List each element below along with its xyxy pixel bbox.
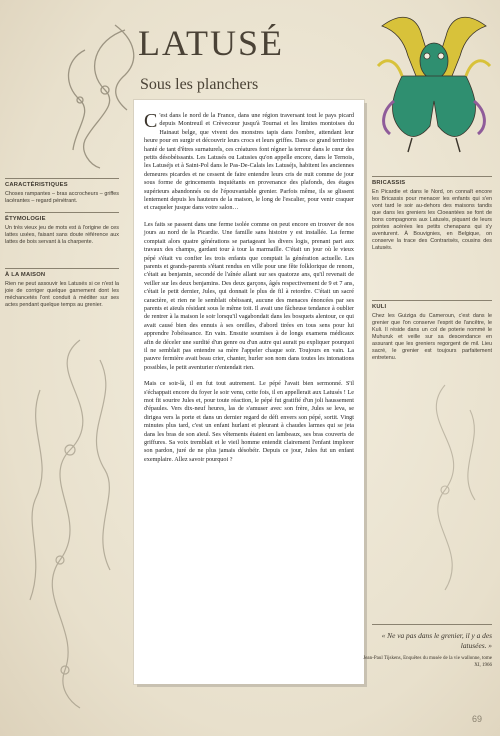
sidebar-text: En Picardie et dans le Nord, on connaît encore les Bricassis pour menacer les enfants qui s'en vont tard le soir au-dehors des maisons tandis que dans les greniers les Cloeantées se font de bons compagnons aux Latusés, piquant de leurs pointes acérées les petits chenapans qui s'y aventurent. À Bouvignies, en Belgique, on conserve la trace des Contrarisés, cousins des Latusés. (372, 189, 492, 251)
swirl-ornament-right (400, 380, 490, 610)
sidebar-text: Chez les Guiziga du Cameroun, c'est dans le grenier que l'on conserve l'esprit de l'ancêtre, le Kuli. Il réside dans un col de poterie nommé le Muhuruk et veille sur sa descendance en assurant que les greniers regorgent de mil. Lieu sacré, le grenier est toujours parfaitement entretenu. (372, 313, 492, 361)
sidebar-heading: KULI (372, 300, 492, 311)
sidebar-bricassis (372, 176, 492, 252)
page-subtitle: Sous les planchers (140, 76, 259, 93)
epigraph-quote: « Ne va pas dans le grenier, il y a des latusées. » (372, 624, 492, 650)
swirl-ornament-bottom-left (20, 330, 130, 710)
page-number: 69 (472, 714, 483, 724)
sidebar-etymologie (5, 212, 119, 246)
sidebar-kuli (372, 300, 492, 362)
creature-illustration (372, 6, 496, 156)
sidebar-a-la-maison (5, 268, 119, 309)
article-paragraph-3: Mais ce soir-là, il en fut tout autrement. Le pépé l'avait bien sermonné. S'il s'échappait encore du foyer le soir venu, cette fois, il en appellerait aux Latusés ! Le mot fit sourire Jules et, pour toute réaction, le pépé fut gratifié d'un joli haussement d'épaules. Vers dix-neuf heures, las de s'amuser avec son frère, Jules se leva, se dirigea vers la porte et dans un dernier regard de défi envers son pépé, sortit. Vingt minutes plus tard, c'est un enfant hurlant et pleurant à chaudes larmes qui se jeta dans les bras de son aïeul. Ses vêtements étaient en lambeaux, ses bras couverts de griffures. Sa voix tremblait et le vieil homme entendit clairement l'enfant implorer son pardon, juré de ne plus jamais désobéir. Depuis ce jour, Jules fut un enfant exemplaire. Allez savoir pourquoi ? (144, 380, 354, 463)
sidebar-caracteristiques (5, 178, 119, 205)
article-paragraph-2: Les faits se passent dans une ferme isolée comme on peut encore en trouver de nos jours au nord de la Picardie. Une famille sans histoire y est installée. La ferme comptait alors quatre générations se partageant les divers logis, prenant part aux travaux des champs, gardant tour à tour la marmaille. C'était un jour où le vieux pépé s'était vu confier les trois enfants que comptait la génération actuelle. Les parents et grands-parents s'étant rendus en ville pour une fête folklorique de renom, c'était au benjamin, secondé de l'aînée allant sur ses quatorze ans, qu'il revenait de veiller sur les deux benjamins. Des deux garçons, âgés respectivement de 9 et 7 ans, c'était le petit dernier, Jules, qui donnait le plus de fil à retordre. C'était un sacré caractère, et rien ne le semblait obéissant, aucune des menaces énoncées par ses parents et aïeuls résidant sous le même toit. Il avait une fâcheuse tendance à oublier de rentrer à la maison le soir lorsqu'il vagabondait dans les bosquets alentour, ce qui avait causé bien des ennuis à ses oreilles, d'abord tirées en tous sens pour lui apprendre l'obéissance. En vain. Ensuite soumises à de longs examens médicaux afin de déceler une surdité d'un genre ou d'un autre qui aurait pu expliquer pourquoi il ne semblait pas entendre sa mère l'appeler chaque soir. Toujours en vain. La pauvre fermière avait beau crier, chanter, hurler son nom dans toutes les intonations possibles, le petit aventurier n'entendait rien. (144, 220, 354, 371)
epigraph-source: Jean-Paul Tijskens, Enquêtes du musée de la vie wallonne, tome XI, 1966 (363, 656, 492, 668)
sidebar-text: Un très vieux jeu de mots est à l'origine de ces lattes usées, faisant sans doute référence aux lattes de bois servant à la charpente. (5, 225, 119, 245)
page-title: LATUSÉ (138, 23, 284, 63)
drop-cap: C (144, 110, 158, 132)
sidebar-heading: BRICASSIS (372, 176, 492, 187)
sidebar-text: Choses rampantes – bras accrocheurs – griffes lacérantes – regard pénétrant. (5, 191, 119, 204)
sidebar-text: Rien ne peut assouvir les Latusés si ce n'est la joie de corriger quelque garnement dont les méchancetés l'ont conduit à méditer sur ses actes pendant quelque temps au grenier. (5, 281, 119, 308)
sidebar-heading: CARACTÉRISTIQUES (5, 178, 119, 189)
sidebar-heading: ÉTYMOLOGIE (5, 212, 119, 223)
sidebar-heading: À LA MAISON (5, 268, 119, 279)
swirl-ornament-top-left (55, 20, 145, 170)
article-box (134, 100, 364, 684)
article-paragraph-1: C 'est dans le nord de la France, dans une région traversant tout le pays picard depuis Montreuil et Crèvecœur jusqu'à Tournai et les limites montoises du Hainaut belge, que vivent des monstres tapis dans l'ombre, attendant leur heure pour en surgir et découvrir leurs crocs et leurs griffes. Dans ce grand territoire hanté de tant d'êtres surnaturels, ces créatures font régner la terreur dans le cœur des petits désobéissants. Les Latusés ou Latusies qu'on appelle encore, dans le Ternois, les Latuséjs et à Saint-Pol dans le Pas-De-Calais les Latuséjs, habitent les anciennes demeures picardes et ne cessent de faire entendre leurs cris de nuit comme de jour sous forme de grincements inquiétants en provenance des plafonds, des étages supérieurs abandonnés ou de l'épouvantable grenier. Parfois même, ils se glissent lentement depuis les hauteurs de la maison, le long de l'escalier, pour venir craquer et craqueler jusque dans votre salon… (144, 110, 354, 212)
